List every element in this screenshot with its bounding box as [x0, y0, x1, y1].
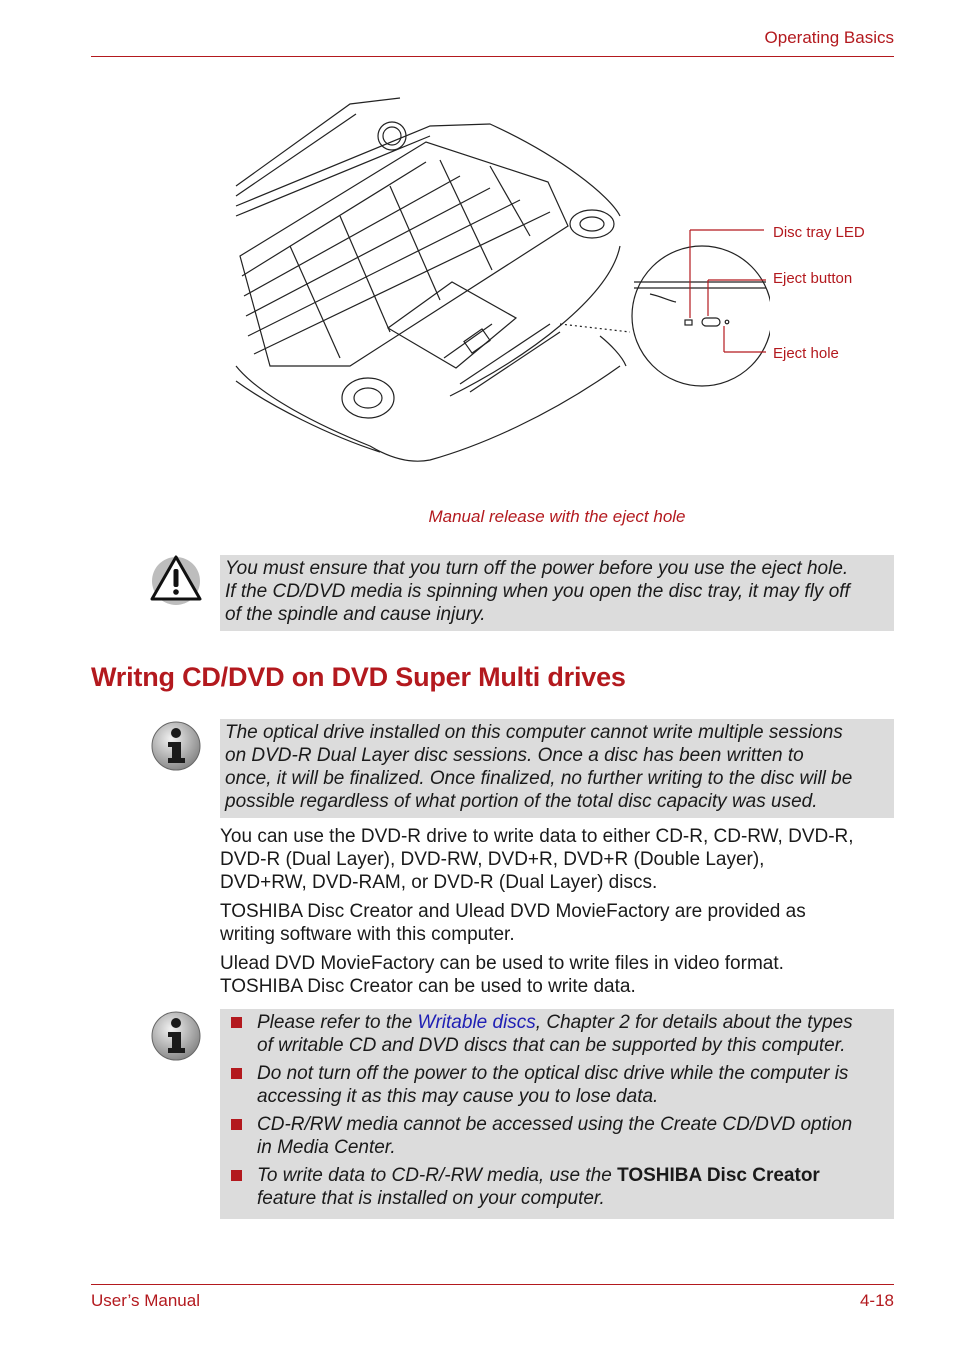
- bullet-square-icon: [231, 1068, 242, 1079]
- bullet-bold-text: TOSHIBA Disc Creator: [617, 1165, 820, 1186]
- body-paragraph: [220, 900, 806, 946]
- page-number: 4-18: [859, 1291, 894, 1310]
- bullet-text: accessing it as this may cause you to lose data.: [257, 1086, 659, 1107]
- body-line: DVD-R (Dual Layer), DVD-RW, DVD+R, DVD+R (Double Layer),: [220, 849, 765, 870]
- body-line: TOSHIBA Disc Creator can be used to write data.: [220, 976, 636, 997]
- info-icon: [150, 1010, 202, 1062]
- figure-caption: Manual release with the eject hole: [428, 507, 686, 526]
- bullet-text: of writable CD and DVD discs that can be supported by this computer.: [257, 1035, 846, 1056]
- laptop-eject-illustration: [230, 96, 770, 468]
- warning-box: [220, 555, 894, 631]
- warning-triangle-icon: [150, 553, 202, 605]
- footer-rule: [91, 1284, 894, 1285]
- bullet-text: in Media Center.: [257, 1137, 396, 1158]
- bullet-square-icon: [231, 1017, 242, 1028]
- warning-line: You must ensure that you turn off the power before you use the eject hole.: [225, 558, 849, 579]
- body-line: You can use the DVD-R drive to write data to either CD-R, CD-RW, DVD-R,: [220, 826, 854, 847]
- bullet-text: , Chapter 2 for details about the types: [535, 1012, 853, 1033]
- bullet-text: To write data to CD-R/-RW media, use the: [257, 1165, 618, 1186]
- bullet-text: CD-R/RW media cannot be accessed using the Create CD/DVD option: [257, 1114, 853, 1135]
- laptop-drawing: [236, 98, 630, 461]
- note-line: The optical drive installed on this computer cannot write multiple sessions: [225, 722, 843, 743]
- body-line: Ulead DVD MovieFactory can be used to write files in video format.: [220, 953, 784, 974]
- eject-zoom-detail: [632, 246, 770, 386]
- header-rule: [91, 56, 894, 57]
- list-item: [225, 1113, 888, 1159]
- note-line: once, it will be finalized. Once finalized, no further writing to the disc will be: [225, 768, 853, 789]
- callout-disc-tray-led: Disc tray LED: [773, 224, 865, 241]
- note-box-tips: [220, 1009, 894, 1219]
- bullet-square-icon: [231, 1170, 242, 1181]
- body-paragraph: [220, 825, 854, 894]
- writable-discs-link[interactable]: Writable discs: [417, 1012, 536, 1033]
- callout-eject-button: Eject button: [773, 270, 853, 287]
- list-item: [225, 1164, 888, 1210]
- footer-manual-title: User’s Manual: [91, 1291, 200, 1310]
- info-icon: [150, 720, 202, 772]
- callout-eject-hole: Eject hole: [773, 345, 839, 362]
- callout-leaders: [690, 230, 766, 352]
- section-title: Writng CD/DVD on DVD Super Multi drives: [91, 662, 626, 692]
- note-line: possible regardless of what portion of the total disc capacity was used.: [225, 791, 818, 812]
- bullet-text: Please refer to the: [257, 1012, 418, 1033]
- warning-line: If the CD/DVD media is spinning when you open the disc tray, it may fly off: [225, 581, 850, 602]
- note-line: on DVD-R Dual Layer disc sessions. Once a disc has been written to: [225, 745, 804, 766]
- note-box-finalize: [220, 719, 894, 818]
- list-item: [225, 1062, 888, 1108]
- warning-line: of the spindle and cause injury.: [225, 604, 486, 625]
- body-line: writing software with this computer.: [220, 924, 515, 945]
- bullet-text: feature that is installed on your computer.: [257, 1188, 605, 1209]
- running-header: Operating Basics: [764, 28, 894, 47]
- body-line: DVD+RW, DVD-RAM, or DVD-R (Dual Layer) discs.: [220, 872, 658, 893]
- list-item: [225, 1011, 888, 1057]
- body-line: TOSHIBA Disc Creator and Ulead DVD MovieFactory are provided as: [220, 901, 806, 922]
- bullet-square-icon: [231, 1119, 242, 1130]
- body-paragraph: [220, 952, 784, 998]
- bullet-text: Do not turn off the power to the optical disc drive while the computer is: [257, 1063, 849, 1084]
